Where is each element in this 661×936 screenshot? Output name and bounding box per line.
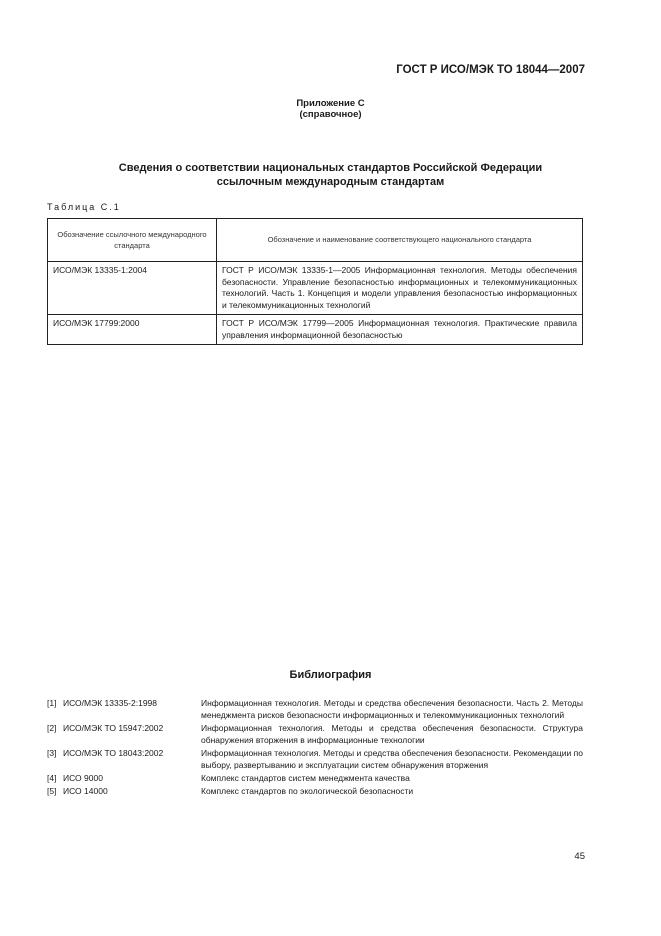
- bib-code: ИСО 14000: [63, 786, 108, 796]
- bibliography-item: [47, 785, 583, 797]
- bib-number: [3]: [47, 748, 57, 758]
- bibliography-item: [47, 697, 583, 721]
- bib-text: Комплекс стандартов по экологической безопасности: [201, 786, 414, 796]
- header-intl-standard: Обозначение ссылочного международного стандарта: [48, 219, 217, 262]
- bib-text: Информационная технология. Методы и средства обеспечения безопасности. Структура обнаружения вторжения в информационные технологии: [201, 723, 583, 745]
- cell-intl-standard: ИСО/МЭК 17799:2000: [48, 315, 217, 345]
- cell-intl-standard: ИСО/МЭК 13335-1:2004: [48, 262, 217, 315]
- bib-code: ИСО 9000: [63, 773, 103, 783]
- cell-national-standard: ГОСТ Р ИСО/МЭК 13335-1—2005 Информационная технология. Методы обеспечения безопасности. Управление безопасностью информационных и телекоммуникационных технологий. Часть 1. Концепция и модели управления безопасностью информационных и телекоммуникационных технологий: [217, 262, 583, 315]
- table-header-row: [48, 219, 583, 262]
- bibliography-item: [47, 747, 583, 771]
- bib-code: ИСО/МЭК ТО 15947:2002: [63, 723, 164, 733]
- bib-number: [5]: [47, 786, 57, 796]
- bib-code: ИСО/МЭК ТО 18043:2002: [63, 748, 164, 758]
- bibliography-item: [47, 722, 583, 746]
- bibliography-list: [47, 697, 583, 798]
- section-title-line2: ссылочным международным стандартам: [216, 176, 445, 188]
- bib-number: [2]: [47, 723, 57, 733]
- bib-text: Комплекс стандартов систем менеджмента качества: [201, 773, 410, 783]
- annex-type: (справочное): [299, 109, 362, 120]
- bibliography-title: Библиография: [289, 669, 372, 681]
- bibliography-item: [47, 772, 583, 784]
- document-code: ГОСТ Р ИСО/МЭК ТО 18044—2007: [396, 64, 585, 76]
- table-row: [48, 262, 583, 315]
- annex-title: Приложение С: [296, 98, 365, 109]
- bib-number: [1]: [47, 698, 57, 708]
- bib-number: [4]: [47, 773, 57, 783]
- bib-text: Информационная технология. Методы и средства обеспечения безопасности. Рекомендации по выбору, развертыванию и эксплуатации систем обнаружения вторжения: [201, 748, 583, 770]
- cell-national-standard: ГОСТ Р ИСО/МЭК 17799—2005 Информационная технология. Практические правила управления информационной безопасностью: [217, 315, 583, 345]
- section-title: [40, 161, 621, 189]
- table-label: Таблица С.1: [47, 202, 121, 212]
- bib-code: ИСО/МЭК 13335-2:1998: [63, 698, 158, 708]
- table-row: [48, 315, 583, 345]
- header-national-standard: Обозначение и наименование соответствующего национального стандарта: [217, 219, 583, 262]
- bib-text: Информационная технология. Методы и средства обеспечения безопасности. Часть 2. Методы менеджмента рисков безопасности информационных и телекоммуникационных технологий: [201, 698, 583, 720]
- section-title-line1: Сведения о соответствии национальных стандартов Российской Федерации: [118, 162, 543, 174]
- page-number: 45: [574, 851, 585, 862]
- correspondence-table: [47, 218, 583, 345]
